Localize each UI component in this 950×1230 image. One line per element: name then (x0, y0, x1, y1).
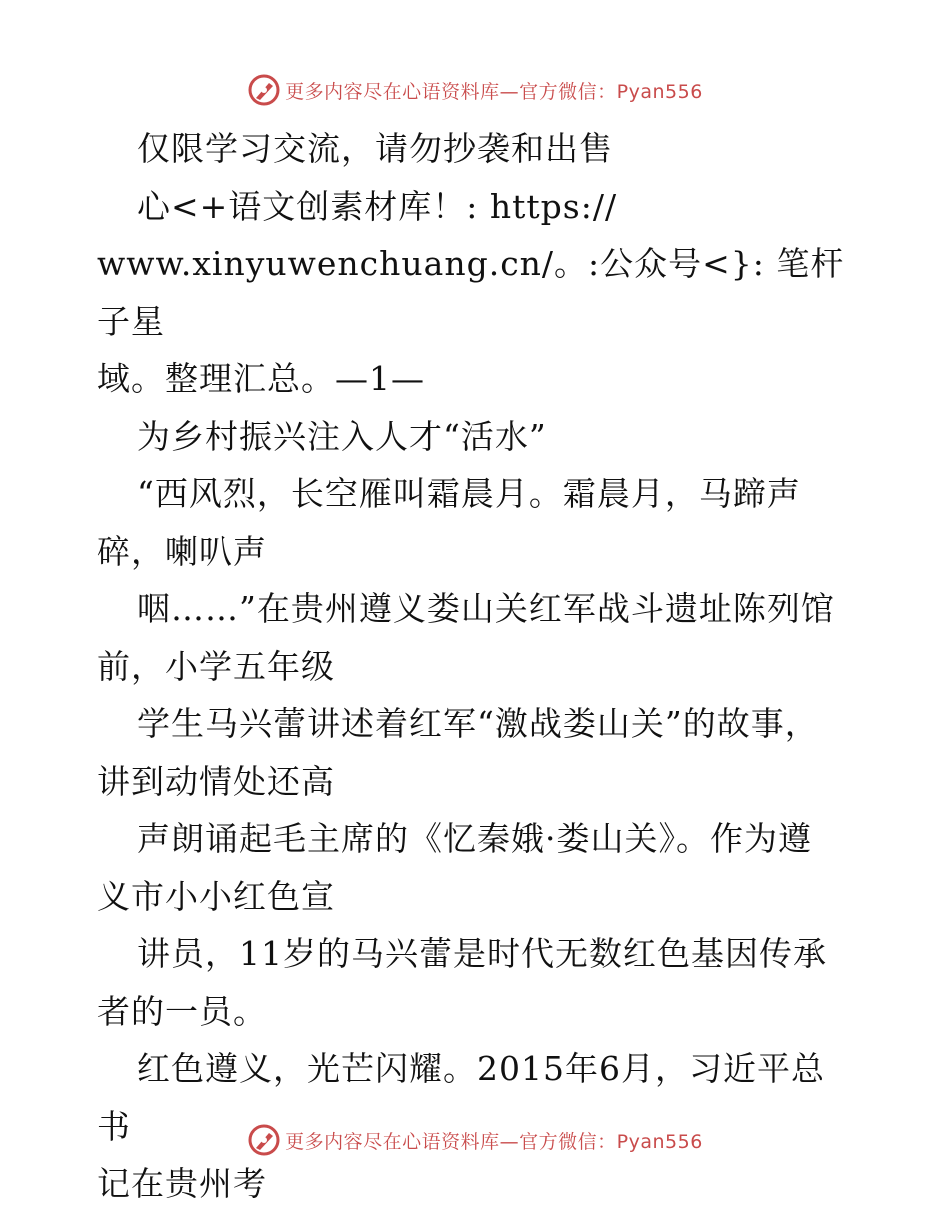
header-watermark-text: 更多内容尽在心语资料库—官方微信：Pyan556 (285, 80, 703, 103)
text-line: 记在贵州考 (97, 1164, 267, 1203)
text-line: “西风烈，长空雁叫霜晨月。霜晨月，马蹄声 (137, 474, 801, 513)
footer-watermark-text: 更多内容尽在心语资料库—官方微信：Pyan556 (285, 1130, 703, 1153)
text-line: 前，小学五年级 (97, 646, 335, 686)
text-line: 讲到动情处还高 (97, 761, 335, 801)
text-line: 声朗诵起毛主席的《忆秦娥·娄山关》。作为遵 (137, 819, 812, 858)
text-line: 心<+语文创素材库！: https:// (137, 186, 618, 226)
text-line: 仅限学习交流，请勿抄袭和出售 (137, 129, 613, 168)
text-line: 学生马兴蕾讲述着红军“激战娄山关”的故事， (137, 704, 819, 743)
header-watermark (0, 70, 950, 110)
text-line: 义市小小红色宣 (97, 876, 335, 916)
text-line: 者的一员。 (97, 991, 267, 1031)
footer-watermark (0, 1120, 950, 1160)
pen-logo-icon (247, 1123, 281, 1157)
text-line: 红色遵义，光芒闪耀。2015年6月，习近平总书 (97, 1049, 825, 1146)
document-body (97, 120, 857, 1213)
text-line: www.xinyuwenchuang.cn/。:公众号<}: 笔杆子星 (97, 244, 845, 341)
text-line: 讲员，11岁的马兴蕾是时代无数红色基因传承 (137, 934, 827, 973)
text-line: 碎，喇叭声 (97, 531, 267, 571)
text-line: 咽……”在贵州遵义娄山关红军战斗遗址陈列馆 (137, 589, 835, 628)
text-line: 域。整理汇总。—1— (97, 359, 425, 398)
article-title: 为乡村振兴注入人才“活水” (137, 416, 547, 456)
pen-logo-icon (247, 73, 281, 107)
